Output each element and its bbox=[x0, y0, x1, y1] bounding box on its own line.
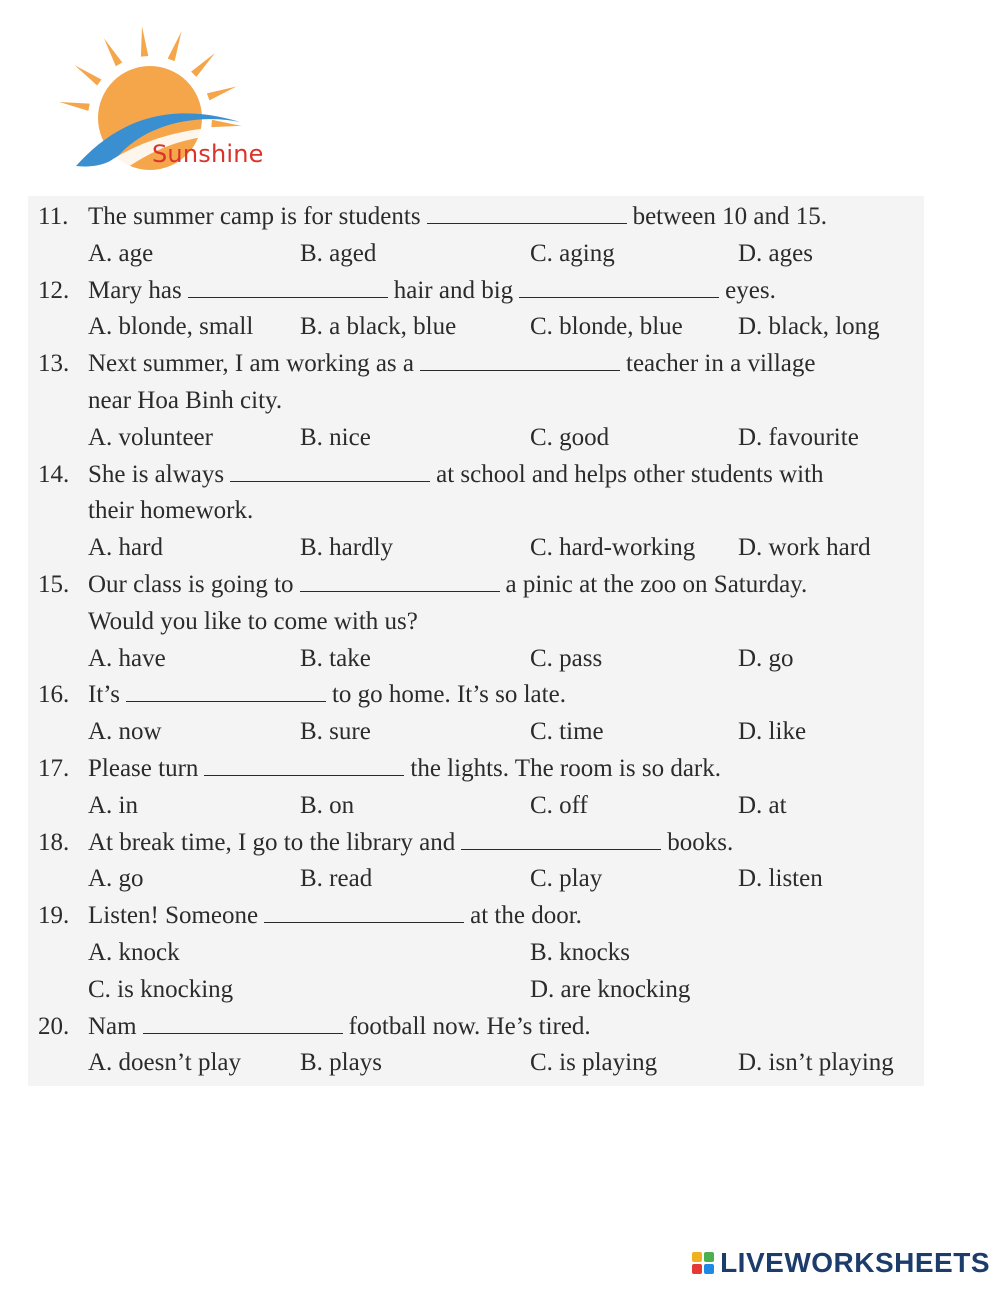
question-text-segment: Mary has bbox=[88, 276, 182, 304]
question-number: 11. bbox=[38, 203, 69, 230]
brand-name: LIVEWORKSHEETS bbox=[720, 1247, 990, 1278]
question-text bbox=[88, 384, 282, 418]
answer-option[interactable]: D. ages bbox=[738, 239, 813, 267]
answer-option[interactable]: A. in bbox=[88, 791, 138, 819]
answer-blank[interactable] bbox=[300, 571, 500, 592]
question-number: 20. bbox=[38, 1012, 70, 1040]
question-text bbox=[88, 274, 776, 308]
question-text-segment: near Hoa Binh city. bbox=[88, 387, 283, 414]
answer-blank[interactable] bbox=[519, 277, 719, 298]
question-text-segment: The summer camp is for students bbox=[88, 203, 421, 230]
sun-ray bbox=[207, 87, 237, 101]
question-text-segment: Nam bbox=[88, 1012, 137, 1040]
answer-option[interactable]: D. at bbox=[738, 791, 787, 819]
question-text bbox=[88, 568, 807, 602]
logo-text: Sunshine bbox=[152, 140, 264, 168]
question-number: 17. bbox=[38, 755, 70, 782]
question-number: 19. bbox=[38, 902, 70, 930]
answer-option[interactable]: D. isn’t playing bbox=[738, 1049, 894, 1077]
question-text bbox=[88, 200, 827, 234]
question-text-segment: She is always bbox=[88, 460, 225, 488]
brand-mark-square bbox=[692, 1252, 702, 1262]
answer-option[interactable]: B. a black, blue bbox=[300, 313, 457, 341]
question-number: 13. bbox=[38, 350, 70, 378]
question-text-segment: Our class is going to bbox=[88, 571, 294, 598]
brand-mark-square bbox=[704, 1252, 714, 1262]
question-text-segment: their homework. bbox=[88, 497, 254, 525]
question-text-segment: between 10 and 15. bbox=[632, 203, 827, 230]
question-text-segment: Please turn bbox=[88, 755, 199, 782]
question-text-segment: a pinic at the zoo on Saturday. bbox=[505, 571, 808, 598]
answer-option[interactable]: A. age bbox=[88, 239, 154, 267]
answer-option[interactable]: D. work hard bbox=[738, 534, 871, 562]
question-number: 12. bbox=[38, 276, 70, 304]
answer-option[interactable]: A. blonde, small bbox=[88, 313, 254, 341]
answer-option[interactable]: A. have bbox=[88, 644, 166, 672]
answer-option[interactable]: B. hardly bbox=[300, 534, 394, 562]
sun-ray bbox=[168, 32, 182, 62]
question-text-segment: eyes. bbox=[725, 276, 776, 304]
answer-option[interactable]: C. play bbox=[530, 865, 603, 893]
answer-blank[interactable] bbox=[264, 902, 464, 923]
question-text bbox=[88, 752, 721, 786]
answer-option[interactable]: A. go bbox=[88, 865, 144, 893]
answer-option[interactable]: B. plays bbox=[300, 1049, 382, 1077]
question-text bbox=[88, 458, 824, 492]
worksheet-questions bbox=[28, 196, 924, 1086]
answer-option[interactable]: C. blonde, blue bbox=[530, 313, 683, 341]
sun-ray bbox=[191, 53, 215, 77]
answer-option[interactable]: B. aged bbox=[300, 239, 377, 267]
answer-option[interactable]: B. knocks bbox=[530, 939, 630, 966]
question-number: 14. bbox=[38, 460, 70, 488]
answer-option[interactable]: C. aging bbox=[530, 239, 615, 267]
answer-option[interactable]: B. nice bbox=[300, 423, 371, 451]
question-text bbox=[88, 494, 253, 528]
question-text-segment: Listen! Someone bbox=[88, 902, 259, 930]
answer-option[interactable]: A. doesn’t play bbox=[88, 1049, 241, 1077]
answer-option[interactable]: C. time bbox=[530, 718, 604, 746]
answer-option[interactable]: B. sure bbox=[300, 718, 371, 746]
question-text-segment: Would you like to come with us? bbox=[88, 607, 418, 635]
answer-option[interactable]: C. is playing bbox=[530, 1049, 658, 1077]
brand-mark-square bbox=[692, 1264, 702, 1274]
question-number: 16. bbox=[38, 681, 70, 709]
answer-option[interactable]: A. volunteer bbox=[88, 423, 213, 451]
sun-ray bbox=[104, 38, 122, 66]
question-text-segment: At break time, I go to the library and bbox=[88, 828, 456, 856]
question-text bbox=[88, 1010, 591, 1044]
answer-option[interactable]: D. are knocking bbox=[530, 975, 691, 1003]
question-text-segment: It’s bbox=[88, 681, 120, 709]
question-text-segment: to go home. It’s so late. bbox=[331, 681, 566, 709]
answer-option[interactable]: B. on bbox=[300, 791, 355, 819]
answer-option[interactable]: D. go bbox=[738, 644, 794, 672]
liveworksheets-logo-icon bbox=[692, 1252, 714, 1274]
answer-option[interactable]: C. is knocking bbox=[88, 975, 234, 1003]
answer-blank[interactable] bbox=[126, 681, 326, 702]
answer-blank[interactable] bbox=[204, 755, 404, 776]
question-text-segment: Next summer, I am working as a bbox=[88, 350, 415, 378]
question-text-segment: books. bbox=[667, 828, 734, 856]
answer-blank[interactable] bbox=[188, 277, 388, 298]
answer-option[interactable]: D. listen bbox=[738, 865, 823, 893]
liveworksheets-brand bbox=[692, 1243, 990, 1283]
question-text-segment: the lights. The room is so dark. bbox=[410, 755, 722, 782]
question-text bbox=[88, 347, 816, 381]
question-text-segment: football now. He’s tired. bbox=[348, 1012, 591, 1040]
question-text bbox=[88, 826, 733, 860]
answer-blank[interactable] bbox=[461, 829, 661, 850]
brand-mark-square bbox=[704, 1264, 714, 1274]
answer-option[interactable]: D. black, long bbox=[738, 313, 880, 341]
sun-ray bbox=[141, 26, 148, 56]
answer-option[interactable]: D. favourite bbox=[738, 423, 859, 451]
answer-option[interactable]: C. off bbox=[530, 791, 588, 819]
question-number: 15. bbox=[38, 571, 70, 598]
question-text-segment: teacher in a village bbox=[626, 350, 816, 378]
question-text bbox=[88, 899, 582, 933]
answer-option[interactable]: D. like bbox=[738, 718, 807, 746]
answer-option[interactable]: C. hard-working bbox=[530, 534, 696, 562]
answer-option[interactable]: C. pass bbox=[530, 644, 603, 672]
question-text-segment: at the door. bbox=[470, 902, 582, 930]
sun-ray bbox=[211, 120, 241, 127]
answer-option[interactable]: A. now bbox=[88, 718, 162, 746]
answer-option[interactable]: B. read bbox=[300, 865, 373, 893]
answer-blank[interactable] bbox=[427, 203, 627, 224]
question-number: 18. bbox=[38, 828, 70, 856]
question-text-segment: at school and helps other students with bbox=[436, 460, 824, 488]
sun-ray bbox=[75, 65, 102, 85]
answer-blank[interactable] bbox=[230, 461, 430, 482]
question-text-segment: hair and big bbox=[393, 276, 514, 304]
answer-option[interactable]: C. good bbox=[530, 423, 610, 451]
answer-option[interactable]: B. take bbox=[300, 644, 371, 672]
answer-option[interactable]: A. hard bbox=[88, 534, 163, 562]
question-text bbox=[88, 678, 566, 712]
answer-option[interactable]: A. knock bbox=[88, 939, 180, 966]
answer-blank[interactable] bbox=[420, 350, 620, 371]
sun-ray bbox=[59, 102, 89, 111]
question-text bbox=[88, 605, 418, 639]
answer-blank[interactable] bbox=[143, 1013, 343, 1034]
